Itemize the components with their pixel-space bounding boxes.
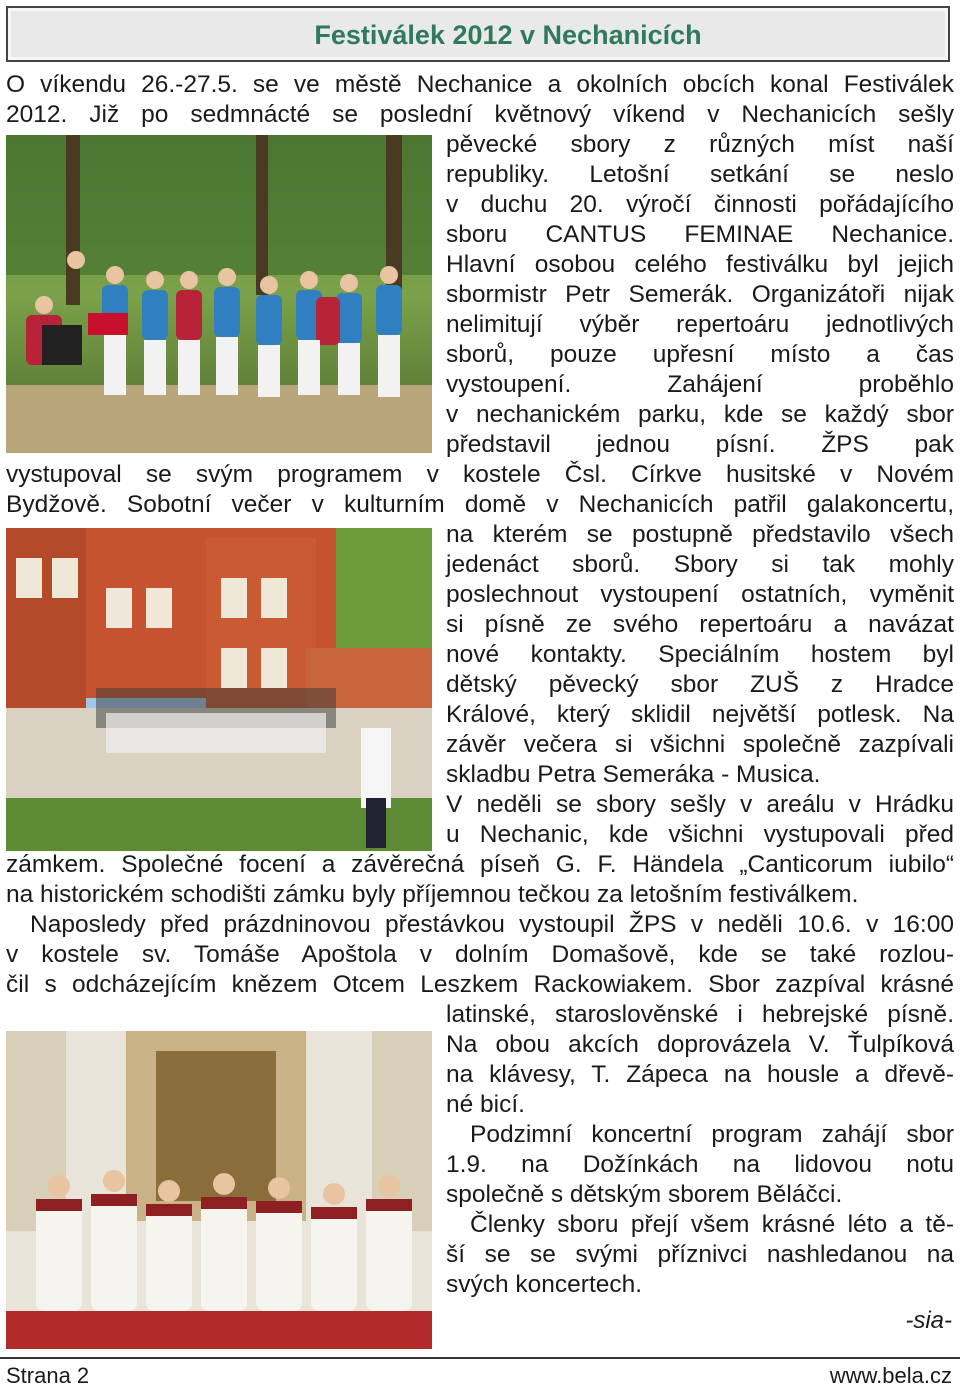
text-line: né bicí. (446, 1091, 525, 1118)
photo-church-choir (6, 1031, 432, 1349)
text-line: na kterém se postupně představilo všech (446, 521, 954, 548)
text-line: sboru CANTUS FEMINAE Nechanice. (446, 221, 954, 248)
page-title: Festiválek 2012 v Nechanicích (314, 20, 702, 50)
text-line: Bydžově. Sobotní večer v kulturním domě v Nechanicích patřil galakoncertu, (6, 491, 954, 518)
text-line: na historickém schodišti zámku byly příjemnou tečkou za letošním festiválkem. (6, 881, 859, 908)
website-link[interactable]: www.bela.cz (829, 1363, 952, 1388)
text-line: jedenáct sborů. Sbory si tak mohly (446, 551, 954, 578)
text-line: Naposledy před prázdninovou přestávkou vystoupil ŽPS v neděli 10.6. v 16:00 (30, 911, 954, 938)
text-line: Podzimní koncertní program zahájí sbor (470, 1121, 954, 1148)
text-line: ší se se svými příznivci nashledanou na (446, 1241, 954, 1268)
text-line: si písně ze svého repertoáru a navázat (446, 611, 954, 638)
text-line: představil jednou písní. ŽPS pak (446, 431, 954, 458)
text-line: V neděli se sbory sešly v areálu v Hrádku (446, 791, 954, 818)
text-line: dětský pěvecký sbor ZUŠ z Hradce (446, 671, 954, 698)
text-line: latinské, staroslověnské i hebrejské písně. (446, 1001, 954, 1028)
text-line: Členky sboru přejí všem krásné léto a tě- (470, 1211, 954, 1238)
text-line: vystoupení. Zahájení proběhlo (446, 371, 954, 398)
text-line: čil s odcházejícím knězem Otcem Leszkem Rackowiakem. Sbor zazpíval krásné (6, 971, 954, 998)
text-line: v duchu 20. výročí činnosti pořádajícího (446, 191, 954, 218)
text-line: poslechnout vystoupení ostatních, vyměnit (446, 581, 954, 608)
photo-castle-group (6, 528, 432, 851)
text-line: sbormistr Petr Semerák. Organizátoři nijak (446, 281, 954, 308)
text-line: zámkem. Společné focení a závěrečná píseň G. F. Händela „Canticorum iubilo“ (6, 851, 954, 878)
page-number: Strana 2 (6, 1363, 90, 1388)
text-line: Na obou akcích doprovázela V. Ťulpíková (446, 1031, 954, 1058)
footer-divider (0, 1357, 960, 1359)
text-line: skladbu Petra Semeráka - Musica. (446, 761, 821, 788)
text-line: v kostele sv. Tomáše Apoštola v dolním Domašově, kde se také rozlou- (6, 941, 954, 968)
text-line: nelimitují výběr repertoáru jednotlivých (446, 311, 954, 338)
author-signature: -sia- (905, 1307, 952, 1334)
text-line: závěr večera si všichni společně zazpívali (446, 731, 954, 758)
text-line: vystupoval se svým programem v kostele Čsl. Církve husitské v Novém (6, 461, 954, 488)
text-line: v nechanickém parku, kde se každý sbor (446, 401, 954, 428)
text-line: Králové, který sklidil největší potlesk. Na (446, 701, 954, 728)
text-line: 2012. Již po sedmnácté se poslední květnový víkend v Nechanicích sešly (6, 101, 954, 128)
text-line: sborů, pouze upřesní místo a čas (446, 341, 954, 368)
text-line: u Nechanic, kde všichni vystupovali před (446, 821, 954, 848)
photo-choir-in-park (6, 135, 432, 453)
text-line: pěvecké sbory z různých míst naší (446, 131, 954, 158)
text-line: 1.9. na Dožínkách na lidovou notu (446, 1151, 954, 1178)
text-line: svých koncertech. (446, 1271, 643, 1298)
text-line: společně s dětským sborem Běláčci. (446, 1181, 843, 1208)
text-line: Hlavní osobou celého festiválku byl jejich (446, 251, 954, 278)
text-line: republiky. Letošní setkání se neslo (446, 161, 954, 188)
text-line: O víkendu 26.-27.5. se ve městě Nechanice a okolních obcích konal Festiválek (6, 71, 954, 98)
text-line: nové kontakty. Speciálním hostem byl (446, 641, 954, 668)
text-line: na klávesy, T. Zápeca na housle a dřevě- (446, 1061, 954, 1088)
title-box (6, 6, 950, 62)
